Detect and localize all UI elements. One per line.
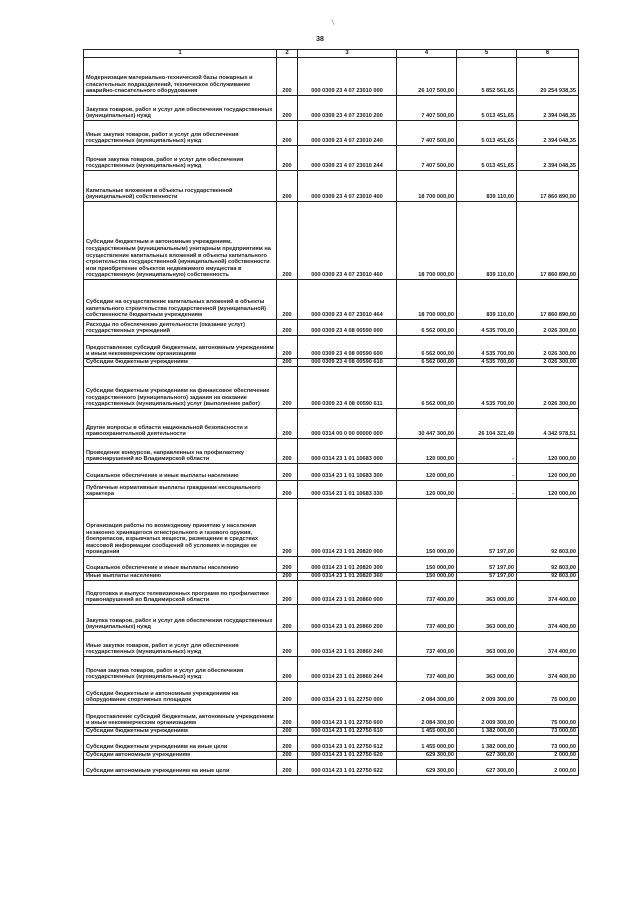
unexecuted-amount-cell: 2 394 048,35 [517,121,579,146]
approved-amount-cell: 26 107 500,00 [397,58,457,96]
header-row [84,50,579,58]
approved-amount-cell: 18 700 000,00 [397,171,457,202]
table-row [84,557,579,573]
expense-name-cell: Иные закупки товаров, работ и услуг для обеспечения государственных (муниципальных) нужд [84,121,277,146]
executed-amount-cell: 5 013 451,65 [457,96,517,121]
classification-code-cell: 000 0314 23 1 01 22750 000 [298,682,397,705]
table-row [84,752,579,760]
classification-code-cell: 000 0309 23 4 08 00590 000 [298,320,397,336]
table-row [84,573,579,581]
executed-amount-cell: 363 000,00 [457,605,517,632]
classification-code-cell: 000 0309 23 4 07 23010 464 [298,280,397,320]
unexecuted-amount-cell: 374 400,00 [517,632,579,657]
approved-amount-cell: 2 084 300,00 [397,705,457,728]
expense-name-cell: Подготовка и выпуск телевизионных программ по профилактике правонарушений во Владимирской области [84,581,277,605]
table-row [84,58,579,96]
table-row [84,146,579,171]
expense-name-cell: Предоставление субсидий бюджетным, автономным учреждениям и иным некоммерческим организациям [84,705,277,728]
unexecuted-amount-cell: 2 000,00 [517,760,579,776]
unexecuted-amount-cell: 374 400,00 [517,605,579,632]
admin-code-cell: 200 [277,280,298,320]
classification-code-cell: 000 0314 23 1 01 22750 622 [298,760,397,776]
admin-code-cell: 200 [277,367,298,409]
classification-code-cell: 000 0314 23 1 01 20820 000 [298,499,397,557]
classification-code-cell: 000 0309 23 4 07 23010 400 [298,171,397,202]
table-row [84,736,579,752]
column-header: 4 [397,50,457,58]
expense-name-cell: Закупка товаров, работ и услуг для обеспечения государственных (муниципальных) нужд [84,605,277,632]
unexecuted-amount-cell: 2 026 300,00 [517,320,579,336]
approved-amount-cell: 629 300,00 [397,760,457,776]
unexecuted-amount-cell: 120 000,00 [517,464,579,481]
unexecuted-amount-cell: 20 254 938,35 [517,58,579,96]
approved-amount-cell: 18 700 000,00 [397,280,457,320]
admin-code-cell: 200 [277,171,298,202]
executed-amount-cell: - [457,439,517,464]
executed-amount-cell: 839 110,00 [457,202,517,280]
pen-mark: / [329,18,337,27]
classification-code-cell: 000 0309 23 4 08 00590 610 [298,359,397,367]
admin-code-cell: 200 [277,58,298,96]
column-header: 5 [457,50,517,58]
approved-amount-cell: 6 562 000,00 [397,336,457,359]
column-header: 6 [517,50,579,58]
page-number: 38 [316,36,324,43]
table-row [84,705,579,728]
approved-amount-cell: 6 562 000,00 [397,367,457,409]
admin-code-cell: 200 [277,499,298,557]
expense-name-cell: Субсидии бюджетным учреждениям на финансовое обеспечение государственного (муниципального) задания на оказание государственных (муниципальных) услуг (выполнение работ) [84,367,277,409]
expense-name-cell: Субсидии бюджетным учреждениям на иные цели [84,736,277,752]
executed-amount-cell: 4 535 700,00 [457,359,517,367]
admin-code-cell: 200 [277,439,298,464]
table-row [84,336,579,359]
executed-amount-cell: 4 535 700,00 [457,367,517,409]
classification-code-cell: 000 0309 23 4 07 23010 244 [298,146,397,171]
executed-amount-cell: 57 197,00 [457,499,517,557]
expense-name-cell: Проведение конкурсов, направленных на профилактику правонарушений во Владимирской области [84,439,277,464]
table-row [84,682,579,705]
admin-code-cell: 200 [277,481,298,499]
unexecuted-amount-cell: 374 400,00 [517,657,579,682]
expense-name-cell: Иные выплаты населению [84,573,277,581]
executed-amount-cell: 1 382 000,00 [457,736,517,752]
unexecuted-amount-cell: 120 000,00 [517,481,579,499]
classification-code-cell: 000 0314 23 1 01 22750 610 [298,728,397,736]
classification-code-cell: 000 0314 23 1 01 22750 620 [298,752,397,760]
classification-code-cell: 000 0314 23 1 01 22750 600 [298,705,397,728]
unexecuted-amount-cell: 2 000,00 [517,752,579,760]
admin-code-cell: 200 [277,359,298,367]
classification-code-cell: 000 0309 23 4 07 23010 000 [298,58,397,96]
admin-code-cell: 200 [277,657,298,682]
executed-amount-cell: 5 013 451,65 [457,146,517,171]
expense-name-cell: Субсидии бюджетным учреждениям [84,359,277,367]
executed-amount-cell: 57 197,00 [457,557,517,573]
executed-amount-cell: - [457,464,517,481]
executed-amount-cell: 4 535 700,00 [457,336,517,359]
table-row [84,320,579,336]
classification-code-cell: 000 0314 00 0 00 00000 000 [298,409,397,439]
executed-amount-cell: 363 000,00 [457,657,517,682]
admin-code-cell: 200 [277,409,298,439]
executed-amount-cell: 2 009 300,00 [457,682,517,705]
approved-amount-cell: 120 000,00 [397,439,457,464]
table-row [84,439,579,464]
unexecuted-amount-cell: 374 400,00 [517,581,579,605]
table-row [84,367,579,409]
table-row [84,499,579,557]
approved-amount-cell: 7 407 500,00 [397,96,457,121]
classification-code-cell: 000 0309 23 4 07 23010 200 [298,96,397,121]
table-row [84,359,579,367]
admin-code-cell: 200 [277,202,298,280]
approved-amount-cell: 6 562 000,00 [397,359,457,367]
approved-amount-cell: 150 000,00 [397,573,457,581]
unexecuted-amount-cell: 2 026 300,00 [517,359,579,367]
unexecuted-amount-cell: 75 000,00 [517,682,579,705]
expense-name-cell: Социальное обеспечение и иные выплаты населению [84,464,277,481]
classification-code-cell: 000 0314 23 1 01 20820 300 [298,557,397,573]
expense-name-cell: Публичные нормативные выплаты гражданам несоциального характера [84,481,277,499]
table-row [84,202,579,280]
column-header: 2 [277,50,298,58]
table-row [84,481,579,499]
admin-code-cell: 200 [277,605,298,632]
admin-code-cell: 200 [277,581,298,605]
classification-code-cell: 000 0309 23 4 07 23010 460 [298,202,397,280]
unexecuted-amount-cell: 92 803,00 [517,499,579,557]
executed-amount-cell: 839 110,00 [457,280,517,320]
classification-code-cell: 000 0309 23 4 07 23010 240 [298,121,397,146]
executed-amount-cell: 5 852 561,65 [457,58,517,96]
unexecuted-amount-cell: 2 026 300,00 [517,336,579,359]
executed-amount-cell: 363 000,00 [457,581,517,605]
unexecuted-amount-cell: 2 394 048,35 [517,96,579,121]
admin-code-cell: 200 [277,573,298,581]
admin-code-cell: 200 [277,632,298,657]
executed-amount-cell: 4 535 700,00 [457,320,517,336]
classification-code-cell: 000 0314 23 1 01 20860 244 [298,657,397,682]
expense-name-cell: Субсидии бюджетным и автономным учреждениям на оборудование спортивных площадок [84,682,277,705]
table-row [84,605,579,632]
unexecuted-amount-cell: 92 803,00 [517,573,579,581]
expense-name-cell: Модернизация материально-технической базы пожарных и спасательных подразделений, техническое обслуживание аварийно-спасательного оборудования [84,58,277,96]
executed-amount-cell: 1 382 000,00 [457,728,517,736]
classification-code-cell: 000 0314 23 1 01 10683 330 [298,481,397,499]
classification-code-cell: 000 0314 23 1 01 20820 360 [298,573,397,581]
executed-amount-cell: 627 300,00 [457,760,517,776]
executed-amount-cell: 26 104 321,49 [457,409,517,439]
approved-amount-cell: 737 400,00 [397,605,457,632]
approved-amount-cell: 120 000,00 [397,464,457,481]
unexecuted-amount-cell: 92 803,00 [517,557,579,573]
expense-name-cell: Субсидии бюджетным учреждениям [84,728,277,736]
unexecuted-amount-cell: 4 342 978,51 [517,409,579,439]
approved-amount-cell: 150 000,00 [397,499,457,557]
approved-amount-cell: 6 562 000,00 [397,320,457,336]
table-row [84,464,579,481]
approved-amount-cell: 18 700 000,00 [397,202,457,280]
admin-code-cell: 200 [277,705,298,728]
expense-name-cell: Капитальные вложения в объекты государственной (муниципальной) собственности [84,171,277,202]
unexecuted-amount-cell: 17 860 890,00 [517,280,579,320]
approved-amount-cell: 7 407 500,00 [397,146,457,171]
classification-code-cell: 000 0314 23 1 01 10683 300 [298,464,397,481]
approved-amount-cell: 737 400,00 [397,581,457,605]
unexecuted-amount-cell: 17 860 890,00 [517,171,579,202]
classification-code-cell: 000 0314 23 1 01 20860 200 [298,605,397,632]
expense-name-cell: Иные закупки товаров, работ и услуг для обеспечения государственных (муниципальных) нужд [84,632,277,657]
admin-code-cell: 200 [277,146,298,171]
approved-amount-cell: 7 407 500,00 [397,121,457,146]
classification-code-cell: 000 0309 23 4 08 00590 600 [298,336,397,359]
executed-amount-cell: 2 009 300,00 [457,705,517,728]
unexecuted-amount-cell: 73 000,00 [517,728,579,736]
expense-name-cell: Социальное обеспечение и иные выплаты населению [84,557,277,573]
column-header: 3 [298,50,397,58]
approved-amount-cell: 2 084 300,00 [397,682,457,705]
table-body [84,58,579,776]
expense-name-cell: Прочая закупка товаров, работ и услуг для обеспечения государственных (муниципальных) нужд [84,146,277,171]
table-row [84,657,579,682]
executed-amount-cell: 57 197,00 [457,573,517,581]
table-row [84,171,579,202]
expense-name-cell: Закупка товаров, работ и услуг для обеспечения государственных (муниципальных) нужд [84,96,277,121]
table-row [84,632,579,657]
expense-name-cell: Другие вопросы в области национальной безопасности и правоохранительной деятельности [84,409,277,439]
table-row [84,280,579,320]
executed-amount-cell: 627 300,00 [457,752,517,760]
expense-name-cell: Расходы по обеспечению деятельности (оказание услуг) государственных учреждений [84,320,277,336]
approved-amount-cell: 30 447 300,00 [397,409,457,439]
admin-code-cell: 200 [277,752,298,760]
table-row [84,728,579,736]
expense-name-cell: Субсидии бюджетным и автономным учреждениям, государственным (муниципальным) унитарным предприятиям на осуществление капитальных вложений в объекты капитального строительства государственной (муниципальной) собственности или приобретение объектов недвижимого имущества в государственную (муниципальную) собственность [84,202,277,280]
table-row [84,760,579,776]
classification-code-cell: 000 0314 23 1 01 22750 612 [298,736,397,752]
unexecuted-amount-cell: 120 000,00 [517,439,579,464]
executed-amount-cell: - [457,481,517,499]
admin-code-cell: 200 [277,336,298,359]
unexecuted-amount-cell: 75 000,00 [517,705,579,728]
column-header: 1 [84,50,277,58]
executed-amount-cell: 839 110,00 [457,171,517,202]
table-row [84,409,579,439]
approved-amount-cell: 737 400,00 [397,657,457,682]
approved-amount-cell: 1 455 000,00 [397,728,457,736]
expense-name-cell: Субсидии автономным учреждениям [84,752,277,760]
approved-amount-cell: 150 000,00 [397,557,457,573]
classification-code-cell: 000 0309 23 4 08 00590 611 [298,367,397,409]
admin-code-cell: 200 [277,728,298,736]
executed-amount-cell: 363 000,00 [457,632,517,657]
admin-code-cell: 200 [277,760,298,776]
unexecuted-amount-cell: 17 860 890,00 [517,202,579,280]
approved-amount-cell: 1 455 000,00 [397,736,457,752]
table-row [84,96,579,121]
admin-code-cell: 200 [277,320,298,336]
expense-name-cell: Прочая закупка товаров, работ и услуг для обеспечения государственных (муниципальных) нужд [84,657,277,682]
unexecuted-amount-cell: 2 026 300,00 [517,367,579,409]
unexecuted-amount-cell: 2 394 048,35 [517,146,579,171]
table-row [84,581,579,605]
executed-amount-cell: 5 013 451,65 [457,121,517,146]
expense-name-cell: Предоставление субсидий бюджетным, автономным учреждениям и иным некоммерческим организациям [84,336,277,359]
admin-code-cell: 200 [277,557,298,573]
admin-code-cell: 200 [277,121,298,146]
admin-code-cell: 200 [277,682,298,705]
approved-amount-cell: 120 000,00 [397,481,457,499]
table-row [84,121,579,146]
budget-table [83,49,579,776]
classification-code-cell: 000 0314 23 1 01 10683 000 [298,439,397,464]
expense-name-cell: Организация работы по возмездному принятию у населения незаконно хранящегося огнестрельного и газового оружия, боеприпасов, взрывчатых веществ, размещение в средствах массовой информации сообщений об условиях и порядке ее проведения [84,499,277,557]
approved-amount-cell: 737 400,00 [397,632,457,657]
classification-code-cell: 000 0314 23 1 01 20860 240 [298,632,397,657]
unexecuted-amount-cell: 73 000,00 [517,736,579,752]
expense-name-cell: Субсидии автономным учреждениям на иные цели [84,760,277,776]
admin-code-cell: 200 [277,96,298,121]
admin-code-cell: 200 [277,464,298,481]
approved-amount-cell: 629 300,00 [397,752,457,760]
expense-name-cell: Субсидии на осуществление капитальных вложений в объекты капитального строительства государственной (муниципальной) собственности бюджетным учреждениям [84,280,277,320]
admin-code-cell: 200 [277,736,298,752]
classification-code-cell: 000 0314 23 1 01 20860 000 [298,581,397,605]
